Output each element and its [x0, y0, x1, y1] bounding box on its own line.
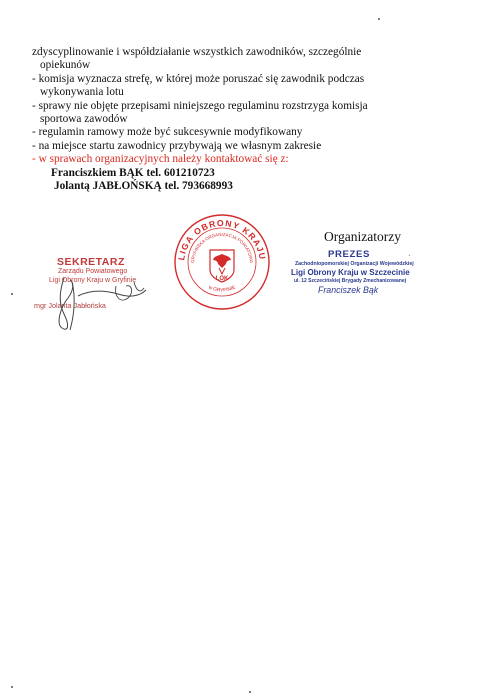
president-stamp-line2: Ligi Obrony Kraju w Szczecinie [291, 268, 410, 277]
text-line-8: - na miejsce startu zawodnicy przybywają we własnym zakresie [32, 139, 322, 152]
seal-inner-text: GRYFIŃSKA ORGANIZACJA POWIATOWA [189, 231, 255, 264]
secretary-stamp-line2: Ligi Obrony Kraju w Gryfinie [49, 277, 137, 284]
president-signature: Franciszek Bąk [318, 285, 379, 295]
president-stamp-title: PREZES [328, 249, 370, 260]
secretary-stamp-name: mgr Jolanta Jabłońska [34, 301, 106, 310]
lok-round-seal [172, 212, 272, 312]
text-line-7: - regulamin ramowy może być sukcesywnie modyfikowany [32, 126, 303, 139]
svg-text:w GRYFINIE [207, 284, 237, 293]
text-line-3: - komisja wyznacza strefę, w której może poruszać się zawodnik podczas [32, 72, 365, 85]
text-line-6: sportowa zawodów [40, 113, 128, 126]
president-stamp-line3: ul. 12 Szczecińskiej Brygady Zmechanizowanej [294, 278, 406, 284]
secretary-stamp-line1: Zarządu Powiatowego [58, 268, 128, 275]
scribble-mark-icon: ˎ [408, 247, 411, 256]
president-stamp [291, 246, 421, 296]
text-line-1: zdyscyplinowanie i współdziałanie wszystkich zawodników, szczególnie [32, 46, 362, 58]
text-line-5: - sprawy nie objęte przepisami niniejszego regulaminu rozstrzyga komisja [32, 99, 368, 112]
president-stamp-line1: Zachodniopomorskiej Organizacji Wojewódzkiej [295, 261, 414, 267]
seal-outer-text: LIGA OBRONY KRAJU [176, 217, 268, 262]
seal-emblem-text: LOK [215, 276, 229, 282]
speck-mark [378, 18, 380, 20]
secretary-signature [30, 268, 150, 334]
regulations-text [32, 46, 462, 194]
speck-mark [249, 691, 251, 693]
speck-mark [11, 293, 13, 295]
seal-bottom-text: w GRYFINIE [207, 284, 237, 294]
contact-jolanta: Jolantą JABŁOŃSKĄ tel. 793668993 [54, 180, 233, 193]
secretary-stamp-title: SEKRETARZ [57, 256, 125, 268]
text-line-4: wykonywania lotu [40, 86, 124, 99]
contact-franciszek: Franciszkiem BĄK tel. 601210723 [51, 166, 215, 179]
organizers-label: Organizatorzy [324, 229, 401, 244]
speck-mark [11, 686, 13, 688]
text-line-2: opiekunów [40, 59, 91, 72]
contact-intro: - w sprawach organizacyjnych należy kontaktować się z: [32, 153, 289, 166]
